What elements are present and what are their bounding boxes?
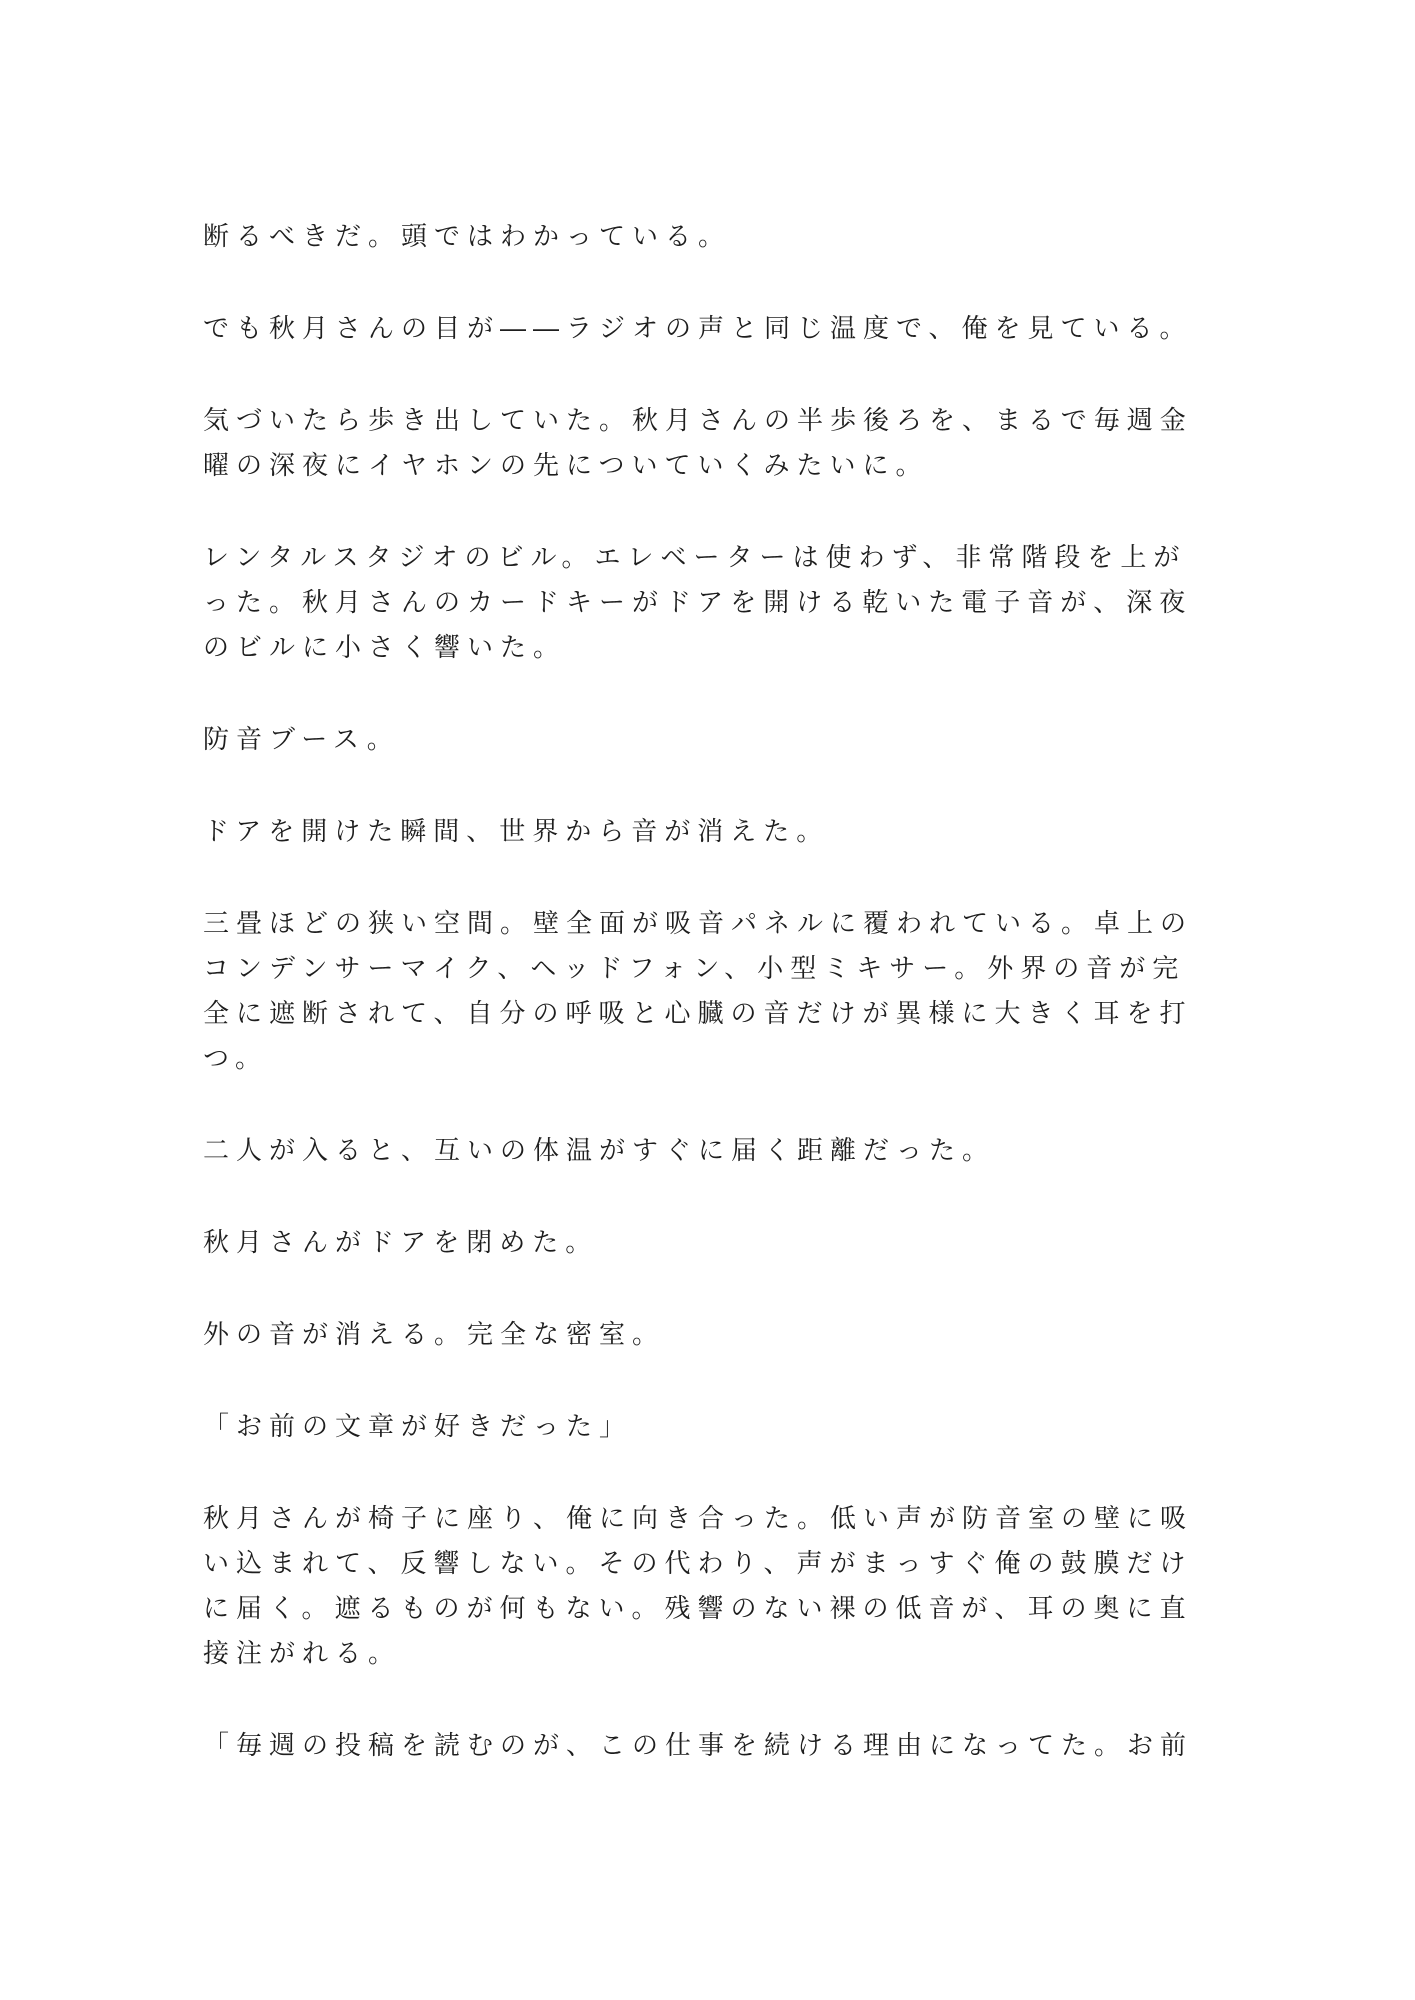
paragraph [203,810,1183,855]
text-line: 秋月さんがドアを閉めた。 [203,1228,599,1258]
paragraph [203,1724,1194,1769]
paragraph [203,399,1193,489]
text-line: のビルに小さく響いた。 [203,633,567,663]
text-line: でも秋月さんの目が――ラジオの声と同じ温度で、俺を見ている。 [203,314,1193,344]
text-line: ドアを開けた瞬間、世界から音が消えた。 [203,817,830,847]
paragraph [203,1129,1183,1174]
text-line: い込まれて、反響しない。その代わり、声がまっすぐ俺の鼓膜だけ [203,1549,1193,1579]
text-line: 断るべきだ。頭ではわかっている。 [203,222,732,252]
text-line: 気づいたら歩き出していた。秋月さんの半歩後ろを、まるで毎週金 [203,406,1193,436]
paragraph [203,215,1183,260]
text-line: 「毎週の投稿を読むのが、この仕事を続ける理由になってた。お前 [203,1731,1194,1761]
paragraph [203,1313,1183,1358]
text-line: に届く。遮るものが何もない。残響のない裸の低音が、耳の奥に直 [203,1594,1193,1624]
text-line: コンデンサーマイク、ヘッドフォン、小型ミキサー。外界の音が完 [203,954,1186,984]
text-line: 秋月さんが椅子に座り、俺に向き合った。低い声が防音室の壁に吸 [203,1504,1194,1534]
paragraph [203,1497,1194,1677]
paragraph [203,307,1193,352]
text-line: 曜の深夜にイヤホンの先についていくみたいに。 [203,451,929,481]
text-line: 全に遮断されて、自分の呼吸と心臓の音だけが異様に大きく耳を打 [203,999,1193,1029]
text-line: 「お前の文章が好きだった」 [203,1412,633,1442]
paragraph [203,1405,1183,1450]
paragraph [203,902,1194,1082]
text-line: った。秋月さんのカードキーがドアを開ける乾いた電子音が、深夜 [203,588,1193,618]
paragraph [203,1221,1183,1266]
text-line: 三畳ほどの狭い空間。壁全面が吸音パネルに覆われている。卓上の [203,909,1194,939]
text-line: つ。 [203,1044,268,1074]
text-line: 外の音が消える。完全な密室。 [203,1320,666,1350]
text-line: 防音ブース。 [203,725,400,755]
paragraph [203,536,1193,671]
text-line: 接注がれる。 [203,1639,402,1669]
document-page [203,215,1194,1816]
paragraph [203,718,1183,763]
text-line: 二人が入ると、互いの体温がすぐに届く距離だった。 [203,1136,996,1166]
text-line: レンタルスタジオのビル。エレベーターは使わず、非常階段を上が [203,543,1187,573]
